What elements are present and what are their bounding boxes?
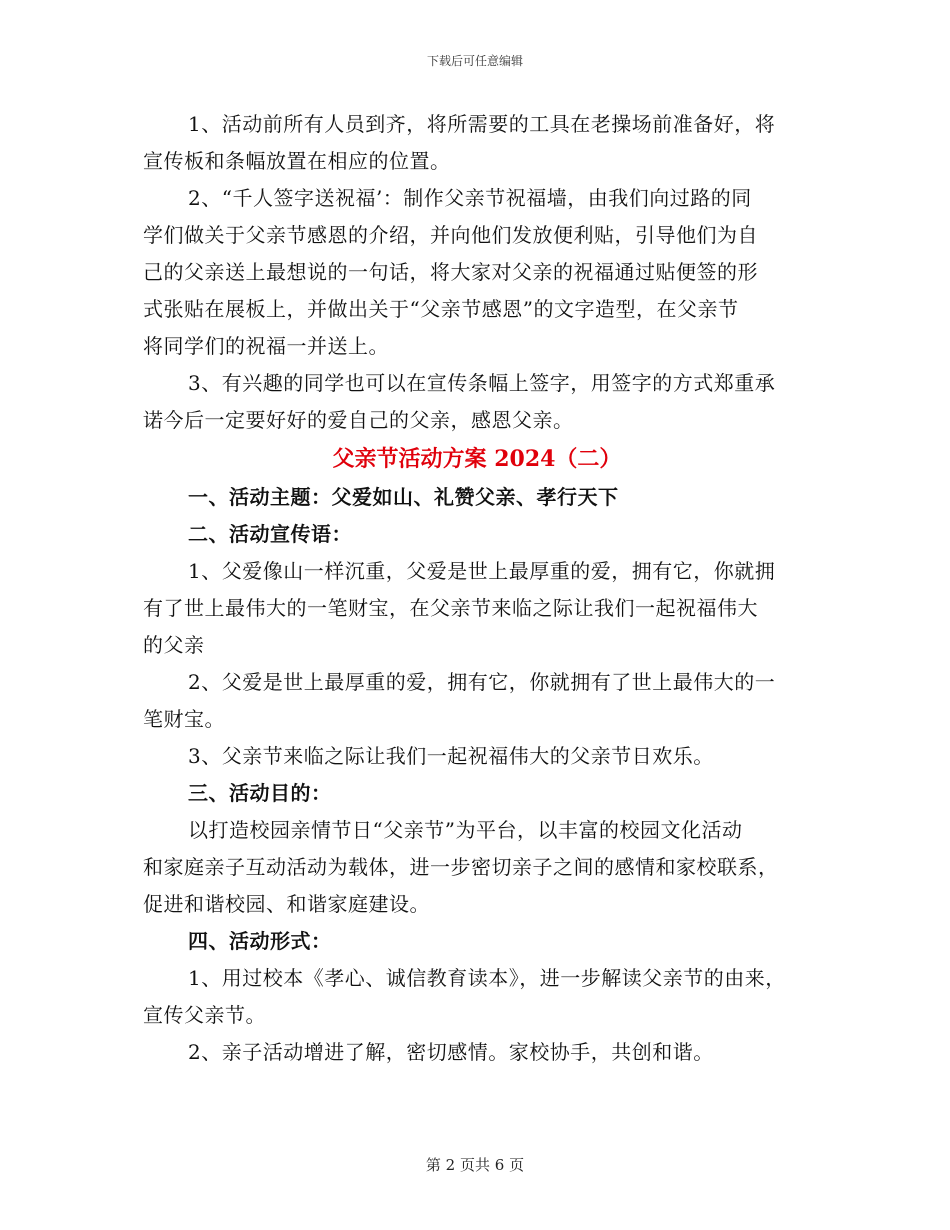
paragraph-line: 2、“千人签字送祝福’：制作父亲节祝福墙，由我们向过路的同 xyxy=(188,186,752,210)
paragraph-line: 的父亲 xyxy=(143,633,205,657)
paragraph-line: 和家庭亲子互动活动为载体，进一步密切亲子之间的感情和家校联系， xyxy=(143,855,779,879)
paragraph-line: 3、有兴趣的同学也可以在宣传条幅上签字，用签字的方式郑重承 xyxy=(188,371,776,395)
heading-format: 四、活动形式： xyxy=(188,929,332,953)
paragraph-line: 2、亲子活动增进了解，密切感情。家校协手，共创和谐。 xyxy=(188,1040,714,1064)
heading-purpose: 三、活动目的： xyxy=(188,781,332,805)
paragraph-line: 己的父亲送上最想说的一句话，将大家对父亲的祝福通过贴便签的形 xyxy=(143,260,758,284)
heading-theme: 一、活动主题：父爱如山、礼赞父亲、孝行天下 xyxy=(188,485,619,509)
section-title: 父亲节活动方案 2024（二） xyxy=(332,446,622,472)
paragraph-line: 1、活动前所有人员到齐，将所需要的工具在老操场前准备好，将 xyxy=(188,112,776,136)
page-header: 下载后可任意编辑 xyxy=(426,54,523,68)
paragraph-line: 3、父亲节来临之际让我们一起祝福伟大的父亲节日欢乐。 xyxy=(188,744,714,768)
paragraph-line: 2、父爱是世上最厚重的爱，拥有它，你就拥有了世上最伟大的一 xyxy=(188,670,776,694)
page-footer: 第 2 页共 6 页 xyxy=(425,1156,525,1174)
paragraph-line: 以打造校园亲情节日“父亲节”为平台，以丰富的校园文化活动 xyxy=(188,818,743,842)
paragraph-line: 促进和谐校园、和谐家庭建设。 xyxy=(143,892,430,916)
paragraph-line: 1、用过校本《孝心、诚信教育读本》，进一步解读父亲节的由来， xyxy=(188,966,786,990)
document-body xyxy=(143,106,811,1071)
paragraph-line: 有了世上最伟大的一笔财宝，在父亲节来临之际让我们一起祝福伟大 xyxy=(143,596,758,620)
paragraph-line: 诺今后一定要好好的爱自己的父亲，感恩父亲。 xyxy=(143,408,574,432)
paragraph-line: 宣传板和条幅放置在相应的位置。 xyxy=(143,149,451,173)
paragraph-line: 笔财宝。 xyxy=(143,707,225,731)
paragraph-line: 将同学们的祝福一并送上。 xyxy=(143,334,389,358)
paragraph-line: 宣传父亲节。 xyxy=(143,1003,266,1027)
paragraph-line: 学们做关于父亲节感恩的介绍，并向他们发放便利贴，引导他们为自 xyxy=(143,223,758,247)
heading-slogan: 二、活动宣传语： xyxy=(188,522,352,546)
paragraph-line: 1、父爱像山一样沉重，父爱是世上最厚重的爱，拥有它，你就拥 xyxy=(188,559,776,583)
paragraph-line: 式张贴在展板上，并做出关于“父亲节感恩”的文字造型，在父亲节 xyxy=(143,297,739,321)
